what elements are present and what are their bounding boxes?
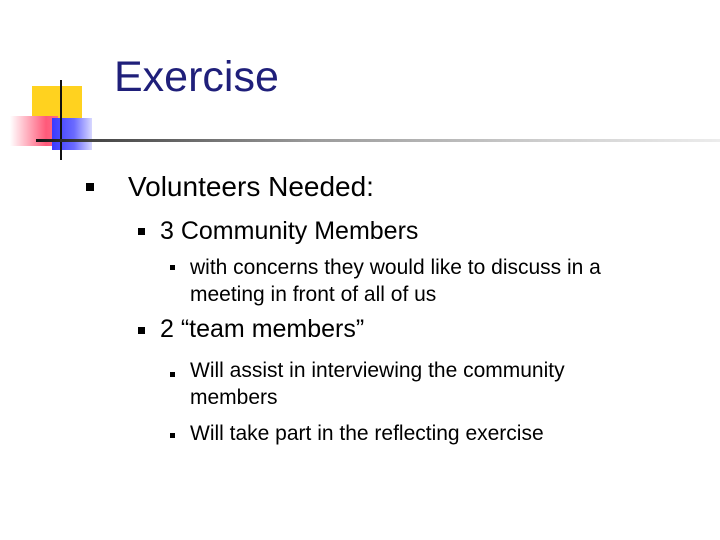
bullet-square-icon [170,433,175,438]
decor-vertical-line [60,80,62,160]
bullet-square-icon [138,228,145,235]
bullet-square-icon [138,327,145,334]
bullet-square-icon [86,183,94,191]
slide-title: Exercise [114,53,279,101]
sub-sub-bullet-line: members [190,386,278,409]
decor-blue-square [52,118,92,150]
bullet-square-icon [170,265,175,270]
sub-sub-bullet-line: Will assist in interviewing the community [190,359,565,382]
sub-sub-bullet-line: meeting in front of all of us [190,283,437,306]
sub-bullet-text: 2 “team members” [160,315,365,343]
sub-sub-bullet-line: Will take part in the reflecting exercise [190,422,544,445]
title-underline [36,139,720,142]
sub-bullet-text: 3 Community Members [160,217,419,245]
bullet-square-icon [170,372,175,377]
sub-sub-bullet-line: with concerns they would like to discuss in a [190,256,601,279]
bullet-text: Volunteers Needed: [128,171,374,202]
